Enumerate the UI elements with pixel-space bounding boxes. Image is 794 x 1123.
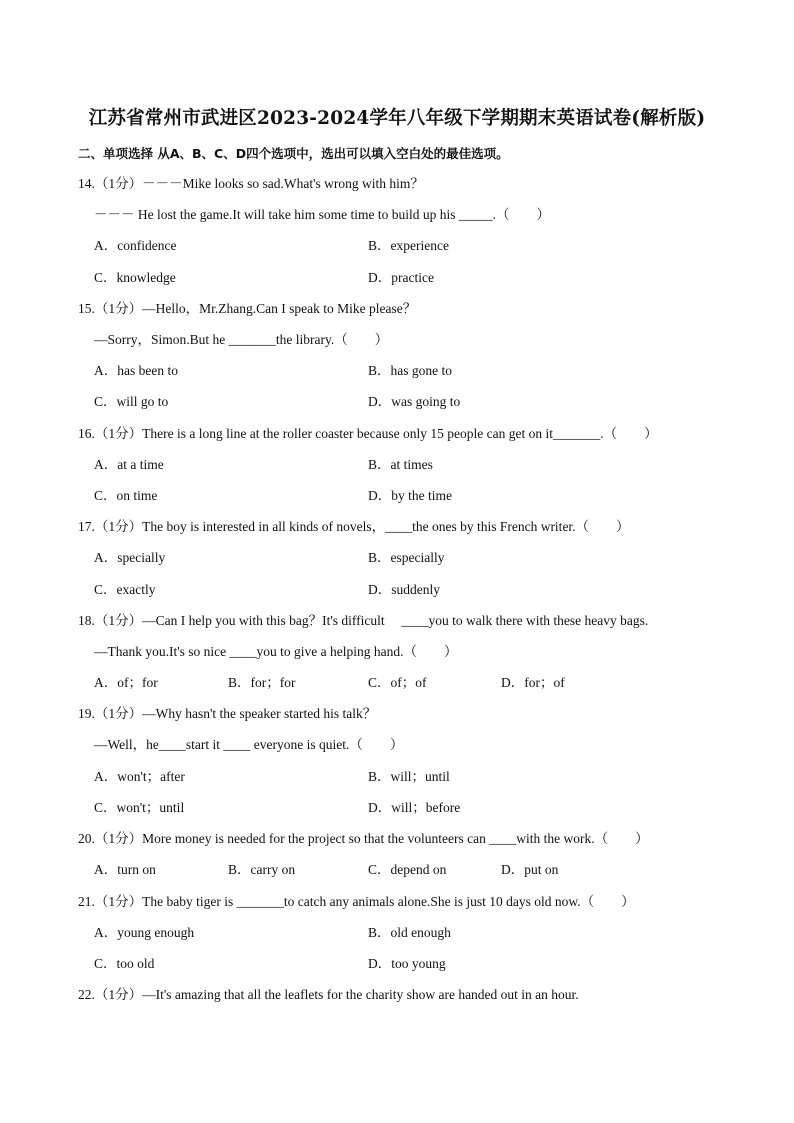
question-21-option-a: A．young enough [94, 925, 195, 940]
question-18-option-a: A．of；for [94, 675, 158, 690]
question-17-option-a: A．specially [94, 550, 166, 565]
question-20-option-c: C．depend on [368, 862, 447, 877]
question-19-option-a: A．won't；after [94, 769, 185, 784]
question-15-option-a: A．has been to [94, 363, 178, 378]
section-heading: 二、单项选择 从A、B、C、D四个选项中，选出可以填入空白处的最佳选项。 [78, 146, 509, 161]
question-15-line2: —Sorry，Simon.But he _______the library.（ ） [94, 332, 389, 347]
question-15-option-d: D．was going to [368, 394, 461, 409]
question-16-option-c: C．on time [94, 488, 158, 503]
question-15-option-c: C．will go to [94, 394, 169, 409]
question-17-option-c: C．exactly [94, 582, 156, 597]
question-21-option-b: B．old enough [368, 925, 451, 940]
question-17-option-d: D．suddenly [368, 582, 440, 597]
question-21-option-d: D．too young [368, 956, 446, 971]
question-21-stem: 21.（1分）The baby tiger is _______to catch any animals alone.She is just 10 days old now.（ ） [78, 894, 635, 909]
question-14-option-b: B．experience [368, 238, 449, 253]
question-20-option-a: A．turn on [94, 862, 156, 877]
question-20-option-b: B．carry on [228, 862, 296, 877]
question-16-option-d: D．by the time [368, 488, 452, 503]
question-14-option-a: A．confidence [94, 238, 177, 253]
question-16-option-a: A．at a time [94, 457, 164, 472]
question-18-option-d: D．for；of [501, 675, 565, 690]
question-14-option-c: C．knowledge [94, 270, 176, 285]
question-22-stem: 22.（1分）—It's amazing that all the leaflets for the charity show are handed out in an hour. [78, 987, 579, 1002]
question-17-option-b: B．especially [368, 550, 445, 565]
question-17-stem: 17.（1分）The boy is interested in all kinds of novels，____the ones by this French writer.（ ） [78, 519, 630, 534]
question-15-option-b: B．has gone to [368, 363, 452, 378]
question-20-stem: 20.（1分）More money is needed for the project so that the volunteers can ____with the work.（ ） [78, 831, 649, 846]
question-19-option-d: D．will；before [368, 800, 461, 815]
question-19-option-b: B．will；until [368, 769, 450, 784]
question-20-option-d: D．put on [501, 862, 559, 877]
question-19-stem: 19.（1分）—Why hasn't the speaker started his talk？ [78, 706, 377, 721]
question-18-stem: 18.（1分）—Can I help you with this bag？It's difficult ____you to walk there with these heavy bags. [78, 613, 649, 628]
question-14-line2: －－－ He lost the game.It will take him some time to build up his _____.（ ） [94, 207, 550, 222]
question-18-option-c: C．of；of [368, 675, 427, 690]
document-title: 江苏省常州市武进区2023-2024学年八年级下学期期末英语试卷(解析版) [88, 108, 706, 129]
question-16-option-b: B．at times [368, 457, 433, 472]
question-19-line2: —Well，he____start it ____ everyone is quiet.（ ） [94, 737, 404, 752]
question-14-option-d: D．practice [368, 270, 434, 285]
question-15-stem: 15.（1分）—Hello，Mr.Zhang.Can I speak to Mike please？ [78, 301, 417, 316]
question-21-option-c: C．too old [94, 956, 155, 971]
question-14-stem: 14.（1分）－－－Mike looks so sad.What's wrong with him？ [78, 176, 424, 191]
question-18-line2: —Thank you.It's so nice ____you to give a helping hand.（ ） [94, 644, 458, 659]
question-19-option-c: C．won't；until [94, 800, 185, 815]
question-16-stem: 16.（1分）There is a long line at the roller coaster because only 15 people can get on it_______.（ ） [78, 426, 658, 441]
question-18-option-b: B．for；for [228, 675, 296, 690]
